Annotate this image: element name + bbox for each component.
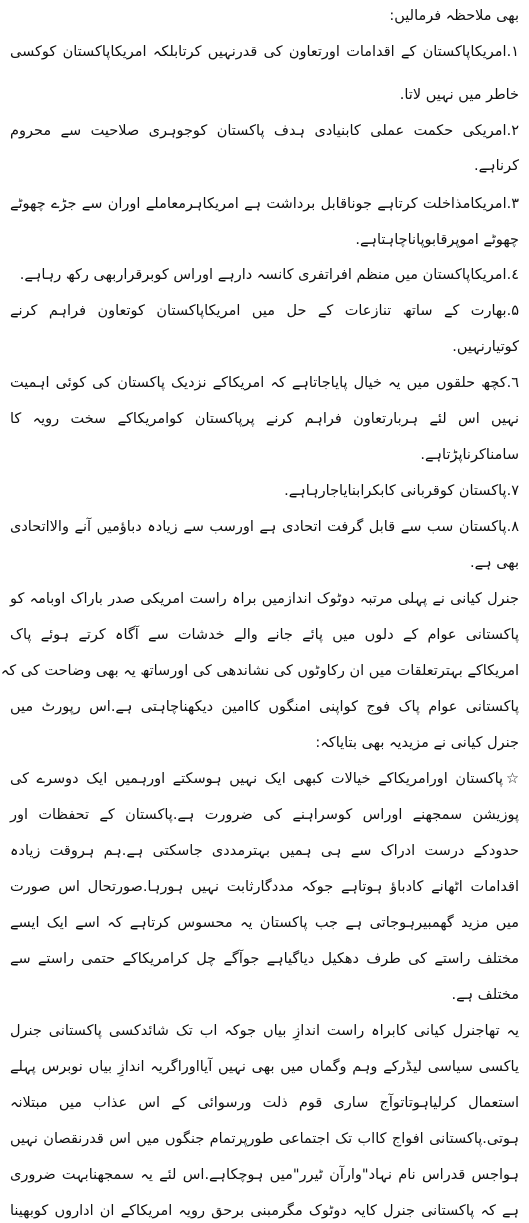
quote-line-2: پوزیشن سمجھنے اوراس کوسراہنے کی ضرورت ہے.پاکستان کے تحفظات اور xyxy=(10,807,519,823)
point-6-line-3: سامناکرناپڑتاہے. xyxy=(420,447,519,463)
intro-line: بھی ملاحظہ فرمالیں: xyxy=(389,8,519,24)
point-6-line-2: نہیں اس لئے ہربارتعاون فراہم کرنے پرپاکستان کوامریکاکے سخت رویہ کا xyxy=(10,411,519,427)
point-8-line-1: ۸.پاکستان سب سے قابل گرفت اتحادی ہے اورسب سے زیادہ دباؤمیں آنے والااتحادی xyxy=(10,519,519,535)
point-2-line-1: ۲.امریکی حکمت عملی کابنیادی ہدف پاکستان کوجوہری صلاحیت سے محروم xyxy=(10,123,519,139)
point-2-line-2: کرناہے. xyxy=(474,158,519,174)
point-3-line-1: ۳.امریکامذاخلت کرتاہے جوناقابل برداشت ہے امریکاہرمعاملے اوران سے جڑے چھوٹے xyxy=(10,196,519,212)
point-1-line-2: خاطر میں نہیں لاتا. xyxy=(399,87,519,103)
point-4-line: ٤.امریکاپاکستان میں منظم افراتفری کانسہ دارہے اوراس کوبرقراربھی رکھ رہاہے. xyxy=(19,267,519,283)
paragraph-1-line-5: جنرل کیانی نے مزیدیہ بھی بتایاکہ: xyxy=(315,735,519,751)
point-5-line-1: ۵.بھارت کے ساتھ تنازعات کے حل میں امریکاپاکستان کوتعاون فراہم کرنے xyxy=(10,303,519,319)
paragraph-2-line-6: ہے کہ پاکستانی جنرل کایہ دوٹوک مگرمبنی برحق رویہ امریکاکے ان اداروں کوبھینا xyxy=(10,1203,519,1219)
paragraph-2-line-3: استعمال کرلیاہوتاتوآج ساری قوم ذلت ورسوائی کے اس عذاب میں مبتلانہ xyxy=(10,1095,519,1111)
quote-line-5: میں مزید گھمبیرہوجاتی ہے جب پاکستان یہ محسوس کرتاہے کہ اسے ایک ایسے xyxy=(10,915,519,931)
paragraph-1-line-1: جنرل کیانی نے پہلی مرتبہ دوٹوک اندازمیں براہ راست امریکی صدر باراک اوبامہ کو xyxy=(10,591,519,607)
paragraph-2-line-5: ہواجس قدراس نام نہاد"وارآن ٹیرر"میں ہوچکاہے.اس لئے یہ سمجھنابہت ضروری xyxy=(10,1167,519,1183)
paragraph-1-line-3: امریکاکے بہترتعلقات میں ان رکاوٹوں کی نشاندھی کی اورساتھ یہ بھی وضاحت کی کہ xyxy=(0,663,519,679)
point-3-line-2: چھوٹے اموپرقابوپاناچاہتاہے. xyxy=(355,232,519,248)
point-6-line-1: ٦.کچھ حلقوں میں یہ خیال پایاجاتاہے کہ امریکاکے نزدیک پاکستان کی کوئی اہمیت xyxy=(10,375,519,391)
quote-line-6: مختلف راستے کی طرف دھکیل دیاگیاہے جوآگے چل کرامریکاکے حتمی راستے سے xyxy=(10,951,519,967)
point-1-line-1: ۱.امریکاپاکستان کے اقدامات اورتعاون کی قدرنہیں کرتابلکہ امریکاپاکستان کوکسی xyxy=(10,44,519,60)
paragraph-2-line-4: ہوتی.پاکستانی افواج کااب تک اجتماعی طورپرتمام جنگوں میں اس قدرنقصان نہیں xyxy=(10,1131,519,1147)
paragraph-1-line-4: پاکستانی عوام پاک فوج کواپنی امنگوں کاامین دیکھناچاہتی ہے.اس رپورٹ میں xyxy=(10,699,519,715)
paragraph-2-line-1: یہ تھاجنرل کیانی کابراہ راست اندازِ بیاں جوکہ اب تک شائدکسی پاکستانی جنرل xyxy=(10,1023,519,1039)
quote-line-7: مختلف ہے. xyxy=(451,987,519,1003)
point-5-line-2: کوتیارنہیں. xyxy=(452,339,519,355)
paragraph-2-line-2: یاکسی سیاسی لیڈرکے وہم وگماں میں بھی نہیں آیااوراگریہ اندازِ بیاں نوبرس پہلے xyxy=(10,1059,519,1075)
point-7-line: ۷.پاکستان کوقربانی کابکرابنایاجارہاہے. xyxy=(284,483,519,499)
paragraph-1-line-2: پاکستانی عوام کے دلوں میں پائے جانے والے خدشات سے آگاہ کرتے ہوئے پاک xyxy=(10,627,519,643)
quote-line-3: حدودکے درست ادراک سے ہی ہمیں بہترمددی جاسکتی ہے.ہم ہروقت زیادہ xyxy=(10,843,519,859)
point-8-line-2: بھی ہے. xyxy=(469,555,519,571)
quote-line-1: ☆پاکستان اورامریکاکے خیالات کبھی ایک نہیں ہوسکتے اورہمیں ایک دوسرے کی xyxy=(10,771,519,787)
quote-line-4: اقدامات اٹھانے کادباؤ ہوتاہے جوکہ مددگارثابت نہیں ہورہا.صورتحال اس صورت xyxy=(10,879,519,895)
